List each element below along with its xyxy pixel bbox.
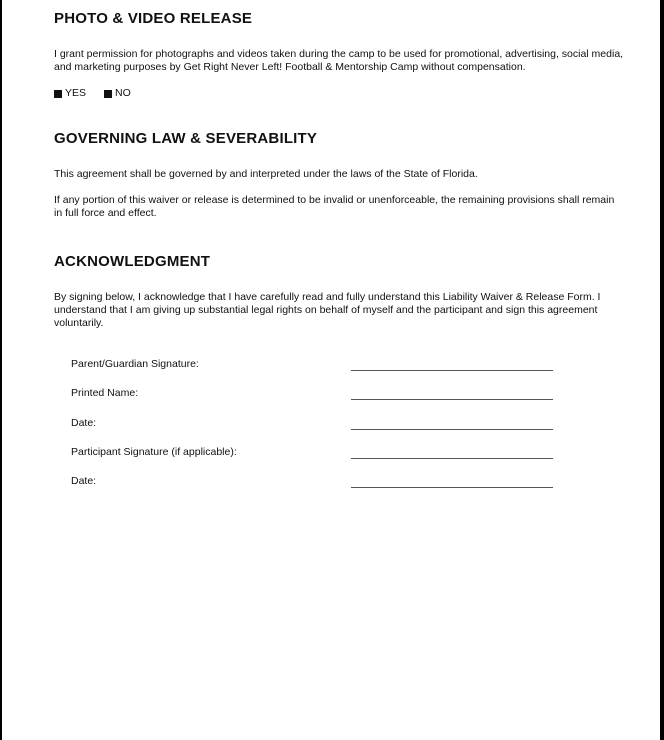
photo-release-options <box>54 87 131 100</box>
signature-field-participant-date <box>71 475 555 491</box>
option-no-label: NO <box>115 87 131 99</box>
checkbox-no-icon[interactable] <box>104 90 112 98</box>
document-page <box>2 0 660 740</box>
photo-release-heading: PHOTO & VIDEO RELEASE <box>54 10 253 27</box>
signature-label: Parent/Guardian Signature: <box>71 358 199 370</box>
checkbox-yes-icon[interactable] <box>54 90 62 98</box>
option-yes[interactable] <box>54 87 86 100</box>
photo-release-text: I grant permission for photographs and videos taken during the camp to be used for promotional, advertising, social media, and marketing purposes by Get Right Never Left! Football & Mentorship Camp without compensation. <box>54 48 624 73</box>
option-no[interactable] <box>104 87 131 100</box>
acknowledgment-text: By signing below, I acknowledge that I have carefully read and fully understand this Liability Waiver & Release Form. I understand that I am giving up substantial legal rights on behalf of myself and the participant and sign this agreement voluntarily. <box>54 291 601 329</box>
signature-label: Printed Name: <box>71 387 139 399</box>
signature-label: Participant Signature (if applicable): <box>71 446 237 458</box>
signature-line[interactable] <box>351 399 553 400</box>
signature-label: Date: <box>71 417 97 429</box>
governing-law-text-1: This agreement shall be governed by and interpreted under the laws of the State of Florida. <box>54 168 478 180</box>
governing-law-heading: GOVERNING LAW & SEVERABILITY <box>54 130 318 147</box>
signature-field-parent <box>71 358 555 374</box>
signature-line[interactable] <box>351 370 553 371</box>
option-yes-label: YES <box>65 87 87 99</box>
signature-label: Date: <box>71 475 97 487</box>
signature-field-printed-name <box>71 387 555 403</box>
signature-line[interactable] <box>351 458 553 459</box>
acknowledgment-heading: ACKNOWLEDGMENT <box>54 253 211 270</box>
governing-law-text-2: If any portion of this waiver or release is determined to be invalid or unenforceable, the remaining provisions shall remain in full force and effect. <box>54 194 615 219</box>
signature-field-date <box>71 417 555 433</box>
signature-field-participant <box>71 446 555 462</box>
signature-line[interactable] <box>351 487 553 488</box>
signature-line[interactable] <box>351 429 553 430</box>
